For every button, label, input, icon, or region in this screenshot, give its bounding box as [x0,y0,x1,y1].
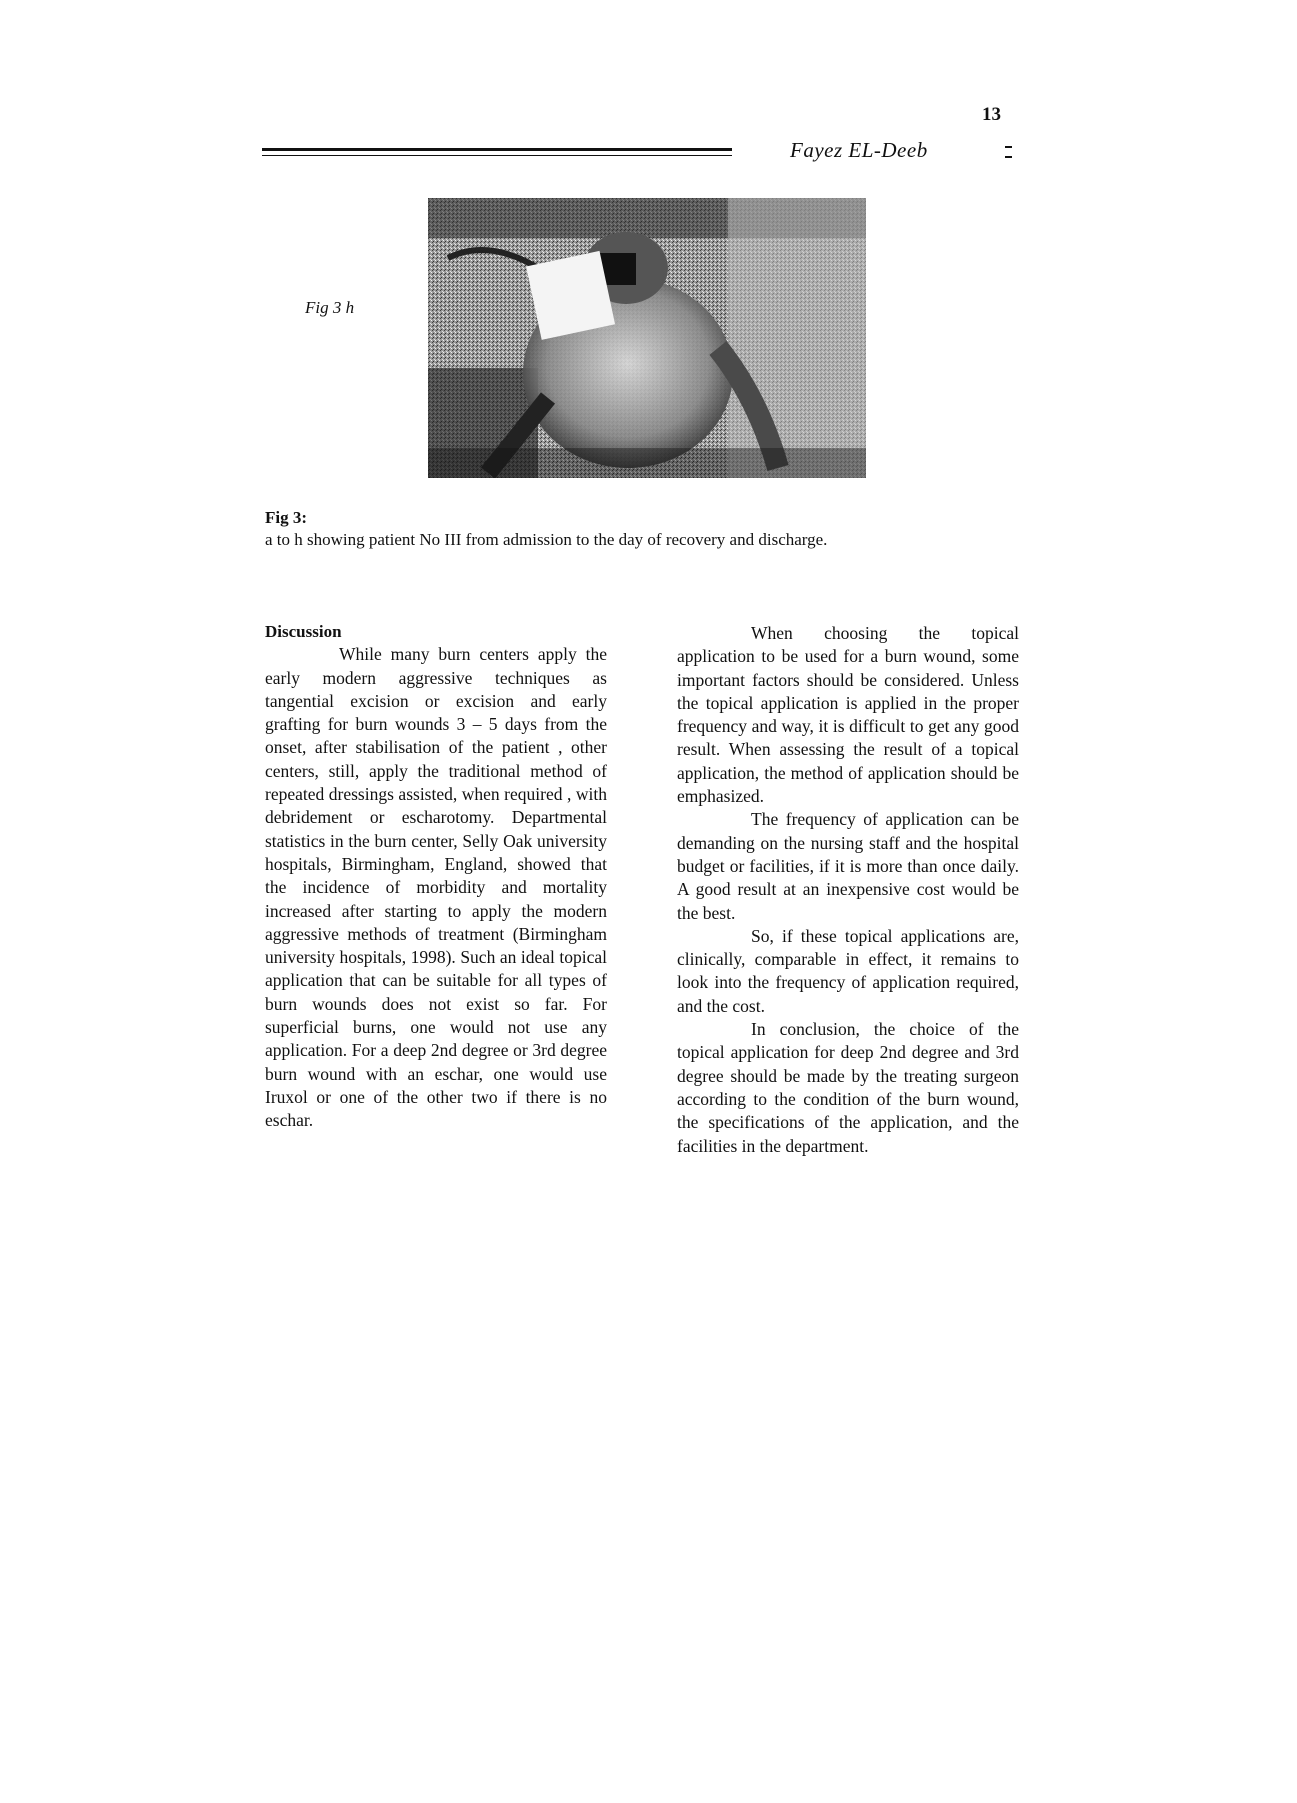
figure-panel-label: Fig 3 h [305,298,355,317]
patient-photo-image [428,198,866,478]
left-column [265,620,607,1133]
header-rule [262,148,732,156]
figure-photo [428,198,866,478]
paragraph: In conclusion, the choice of the topical application for deep 2nd degree and 3rd degree should be made by the treating surgeon according to the condition of the burn wound, the specifications of the application, and the facilities in the department. [677,1019,1019,1156]
running-head: Fayez EL-Deeb [790,138,928,162]
figure-label: Fig 3: [265,508,308,527]
paragraph: While many burn centers apply the early modern aggressive techniques as tangential excision or excision and early grafting for burn wounds 3 – 5 days from the onset, after stabilisation of the patient , other centers, still, apply the traditional method of repeated dressings assisted, when required , with debridement or escharotomy. Departmental statistics in the burn center, Selly Oak university hospitals, Birmingham, England, showed that the incidence of morbidity and mortality increased after starting to apply the modern aggressive methods of treatment (Birmingham university hospitals, 1998). Such an ideal topical application that can be suitable for all types of burn wounds does not exist so far. For superficial burns, one would not use any application. For a deep 2nd degree or 3rd degree burn wound with an eschar, one would use Iruxol or one of the other two if there is no eschar. [265,644,607,1131]
paragraph: When choosing the topical application to be used for a burn wound, some important factors should be considered. Unless the topical application is applied in the proper frequency and way, it is difficult to get any good result. When assessing the result of a topical application, the method of application should be emphasized. [677,623,1019,807]
paragraph: So, if these topical applications are, clinically, comparable in effect, it remains to look into the frequency of application required, and the cost. [677,925,1019,1016]
section-heading: Discussion [265,622,342,641]
right-column [677,622,1019,1158]
figure-caption: a to h showing patient No III from admission to the day of recovery and discharge. [265,530,828,549]
paragraph: The frequency of application can be demanding on the nursing staff and the hospital budget or facilities, if it is more than once daily. A good result at an inexpensive cost would be the best. [677,809,1019,923]
page-number: 13 [982,104,1001,125]
header-mark [1005,146,1012,158]
